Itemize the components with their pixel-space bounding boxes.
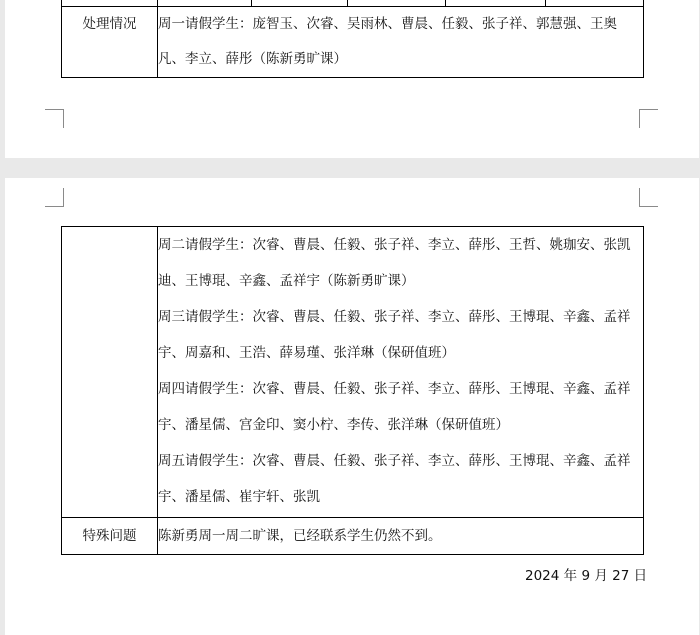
- document-date: 2024 年 9 月 27 日: [525, 568, 648, 584]
- wednesday-leave-text: 周三请假学生：次睿、曹晨、任毅、张子祥、李立、薛彤、王博琨、辛鑫、孟祥宇、周嘉和、王浩、薛易瑾、张洋琳（保研值班）: [158, 309, 631, 361]
- tuesday-leave-text: 周二请假学生：次睿、曹晨、任毅、张子祥、李立、薛彤、王哲、姚珈安、张凯迪、王博琨、辛鑫、孟祥宇（陈新勇旷课）: [158, 237, 631, 289]
- row-label-empty: [62, 227, 158, 518]
- document-page-2: [5, 178, 699, 635]
- table-page-1: [61, 0, 644, 78]
- document-page-1: [5, 0, 699, 158]
- thursday-leave-text: 周四请假学生：次睿、曹晨、任毅、张子祥、李立、薛彤、王博琨、辛鑫、孟祥宇、潘星儒、宫金印、窦小柠、李传、张洋琳（保研值班）: [158, 381, 631, 433]
- row-content-special: [158, 518, 644, 555]
- crop-mark: [639, 109, 658, 128]
- table-row: [62, 227, 644, 518]
- table-row: [62, 7, 644, 78]
- special-issue-text: 陈新勇周一周二旷课，已经联系学生仍然不到。: [158, 528, 442, 544]
- row-label-handling: 处理情况: [62, 7, 158, 78]
- friday-leave-text: 周五请假学生：次睿、曹晨、任毅、张子祥、李立、薛彤、王博琨、辛鑫、孟祥宇、潘星儒、崔宇轩、张凯: [158, 453, 631, 505]
- table-page-2: [61, 226, 644, 555]
- crop-mark: [639, 188, 658, 207]
- row-label-special: 特殊问题: [62, 518, 158, 555]
- row-content-leave-list: [158, 227, 644, 518]
- monday-leave-text: 周一请假学生：庞智玉、次睿、吴雨林、曹晨、任毅、张子祥、郭慧强、王奥凡、李立、薛彤（陈新勇旷课）: [158, 16, 617, 67]
- crop-mark: [45, 109, 64, 128]
- crop-mark: [45, 188, 64, 207]
- row-content-handling: [158, 7, 644, 78]
- table-row: [62, 518, 644, 555]
